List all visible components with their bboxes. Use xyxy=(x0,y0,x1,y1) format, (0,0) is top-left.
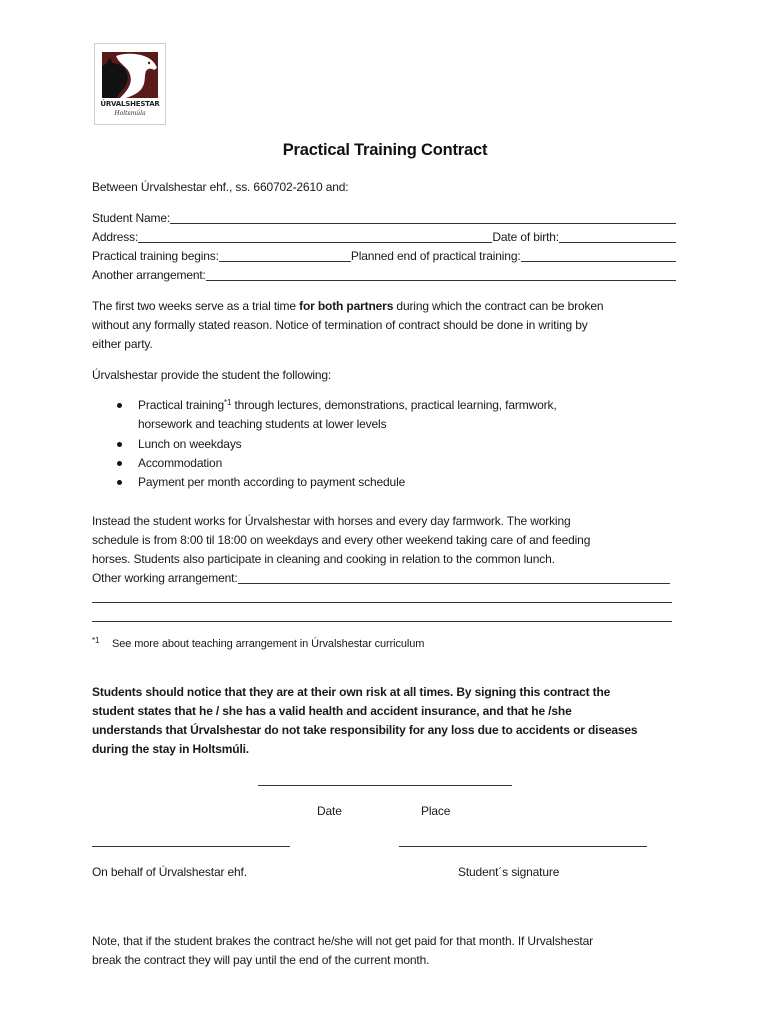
footnote xyxy=(92,636,424,652)
logo-company-name: ÚRVALSHESTAR xyxy=(100,100,160,108)
list-item-text: Practical training xyxy=(138,398,225,412)
trial-line-2: without any formally stated reason. Notice of termination of contract should be done in writing by xyxy=(92,318,588,332)
date-of-birth-label: Date of birth: xyxy=(492,230,559,244)
footnote-text: See more about teaching arrangement in Úrvalshestar curriculum xyxy=(112,638,425,650)
trial-line-1 xyxy=(92,297,682,316)
note-line-1: Note, that if the student brakes the contract he/she will not get paid for that month. If Urvalshestar xyxy=(92,934,593,948)
work-line-3: horses. Students also participate in cleaning and cooking in relation to the common lunch. xyxy=(92,552,555,566)
date-of-birth-field[interactable] xyxy=(559,228,676,243)
risk-line-4: during the stay in Holtsmúli. xyxy=(92,742,249,756)
trial-period-paragraph xyxy=(92,297,682,354)
other-working-arrangement-line-2[interactable] xyxy=(92,602,672,603)
company-signature-line[interactable] xyxy=(92,846,290,847)
work-line-1: Instead the student works for Úrvalshestar with horses and every day farmwork. The working xyxy=(92,514,571,528)
place-label: Place xyxy=(421,804,451,818)
list-item xyxy=(92,454,652,473)
provides-heading: Úrvalshestar provide the student the following: xyxy=(92,368,332,382)
address-label: Address: xyxy=(92,230,139,244)
other-working-arrangement-row xyxy=(92,569,670,588)
student-signature-label: Student´s signature xyxy=(458,865,560,879)
training-begins-field[interactable] xyxy=(219,247,351,262)
trial-text: The first two weeks serve as a trial time xyxy=(92,299,300,313)
company-logo xyxy=(94,43,166,125)
risk-line-3: understands that Úrvalshestar do not take responsibility for any loss due to accidents or diseases xyxy=(92,723,638,737)
trial-text: during which the contract can be broken xyxy=(393,299,604,313)
other-working-arrangement-field[interactable] xyxy=(238,569,670,584)
work-paragraph xyxy=(92,512,682,569)
risk-line-1: Students should notice that they are at their own risk at all times. By signing this contract the xyxy=(92,685,611,699)
note-paragraph xyxy=(92,932,682,970)
student-name-row xyxy=(92,209,676,228)
horse-head-logo-icon xyxy=(102,52,158,98)
bullet-icon xyxy=(117,442,122,447)
bullet-icon xyxy=(117,403,122,408)
bullet-icon xyxy=(117,461,122,466)
student-signature-line[interactable] xyxy=(399,846,647,847)
note-line-2: break the contract they will pay until the end of the current month. xyxy=(92,953,430,967)
company-signature-label: On behalf of Úrvalshestar ehf. xyxy=(92,865,247,879)
list-item-text: through lectures, demonstrations, practical learning, farmwork, xyxy=(231,398,557,412)
student-name-label: Student Name: xyxy=(92,211,171,225)
list-item-text: horsework and teaching students at lower levels xyxy=(138,417,387,432)
another-arrangement-row xyxy=(92,266,676,285)
provides-list xyxy=(92,396,652,492)
student-name-field[interactable] xyxy=(170,209,676,224)
other-working-arrangement-label: Other working arrangement: xyxy=(92,571,238,585)
list-item xyxy=(92,435,652,454)
another-arrangement-field[interactable] xyxy=(206,266,676,281)
footnote-ref: *1 xyxy=(224,398,232,407)
work-line-2: schedule is from 8:00 til 18:00 on weekdays and every other weekend taking care of and feeding xyxy=(92,533,591,547)
another-arrangement-label: Another arrangement: xyxy=(92,268,206,282)
list-item xyxy=(92,473,652,492)
list-item-text: Accommodation xyxy=(138,455,223,470)
address-field[interactable] xyxy=(138,228,492,243)
list-item-text: Payment per month according to payment schedule xyxy=(138,475,406,490)
date-label: Date xyxy=(317,804,342,818)
trial-bold-text: for both partners xyxy=(299,299,394,313)
date-place-line[interactable] xyxy=(258,785,512,786)
list-item-text: Lunch on weekdays xyxy=(138,436,242,451)
list-item xyxy=(92,396,652,435)
planned-end-field[interactable] xyxy=(521,247,676,262)
bullet-icon xyxy=(117,480,122,485)
document-title: Practical Training Contract xyxy=(282,141,488,159)
training-begins-label: Practical training begins: xyxy=(92,249,219,263)
logo-subtitle: Holtsmúla xyxy=(114,110,146,117)
address-row xyxy=(92,228,676,247)
training-dates-row xyxy=(92,247,676,266)
intro-text: Between Úrvalshestar ehf., ss. 660702-2610 and: xyxy=(92,180,349,194)
risk-paragraph xyxy=(92,683,682,759)
planned-end-label: Planned end of practical training: xyxy=(350,249,521,263)
risk-line-2: student states that he / she has a valid health and accident insurance, and that he /she xyxy=(92,704,572,718)
footnote-mark: *1 xyxy=(92,636,100,645)
trial-line-3: either party. xyxy=(92,337,153,351)
other-working-arrangement-line-3[interactable] xyxy=(92,621,672,622)
